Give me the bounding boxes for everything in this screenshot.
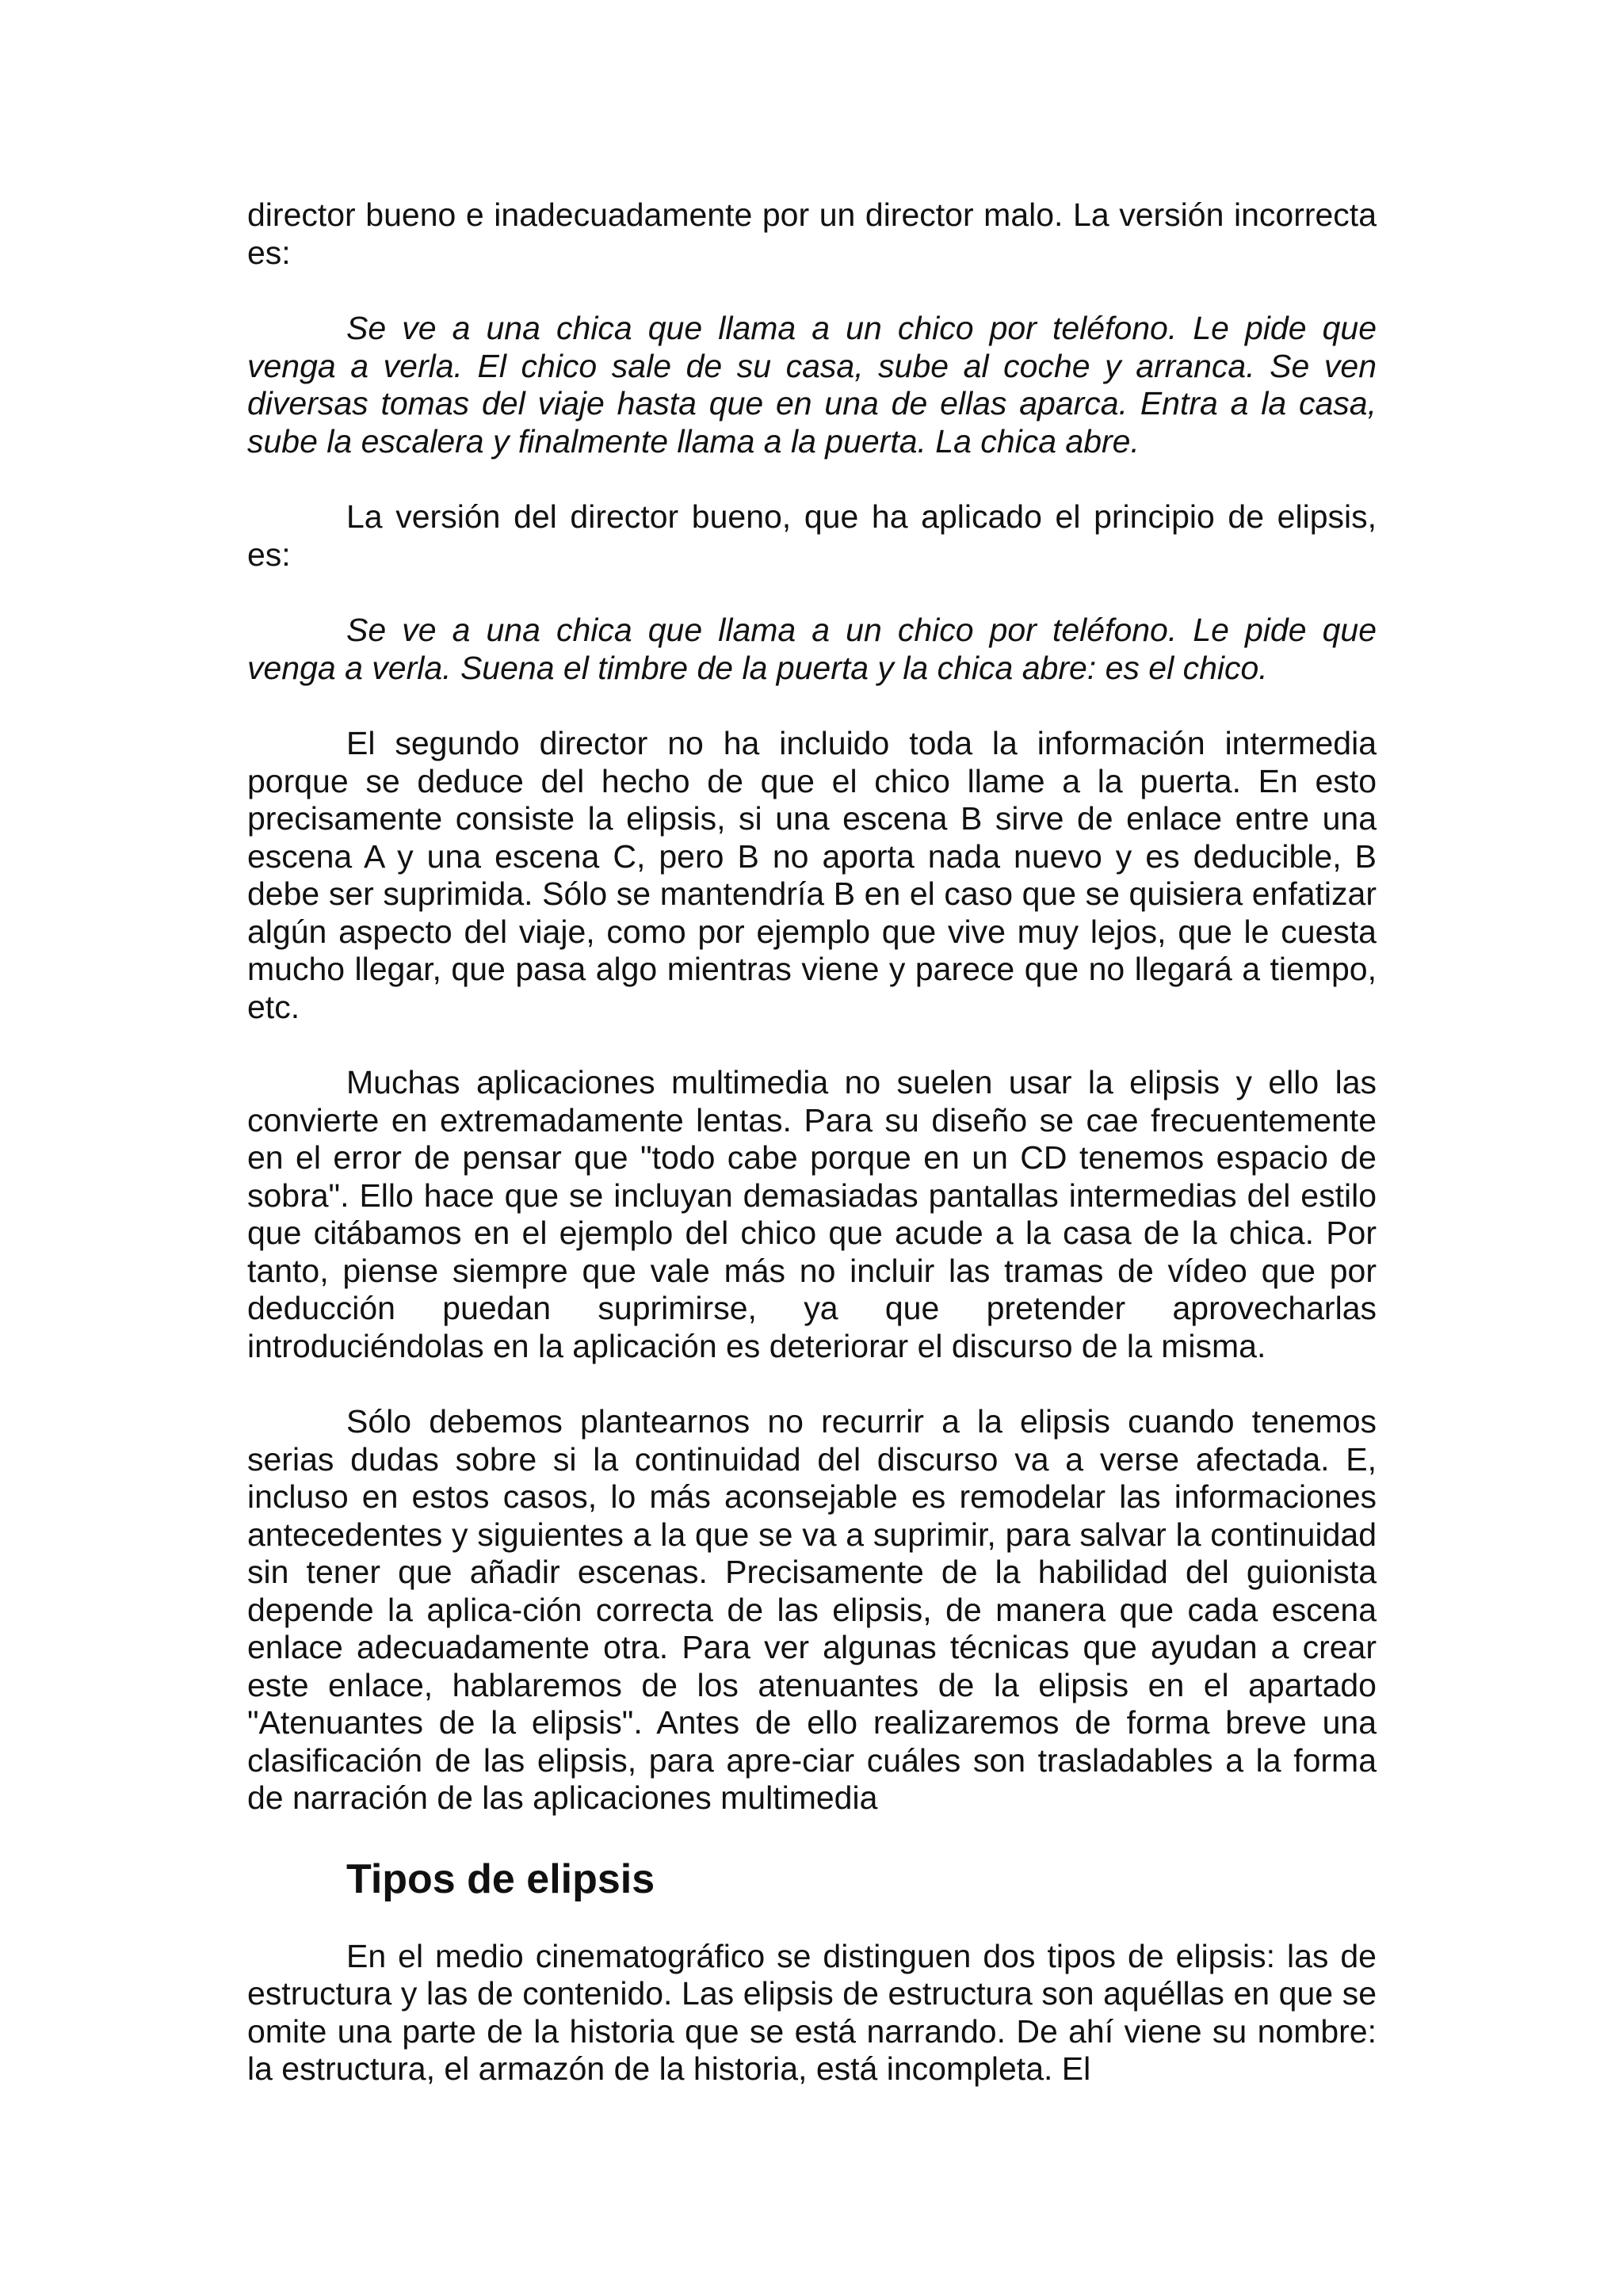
section-heading: Tipos de elipsis (346, 1855, 655, 1902)
quote-incorrect-version: Se ve a una chica que llama a un chico por teléfono. Le pide que venga a verla. El chico sale de su casa, sube al coche y arranca. Se ven diversas tomas del viaje hasta que en una de ellas aparca. Entra a la casa, sube la escalera y finalmente llama a la puerta. La chica abre. (247, 310, 1377, 460)
paragraph-continuity: Sólo debemos plantearnos no recurrir a la elipsis cuando tenemos serias dudas sobre si la continuidad del discurso va a verse afectada. E, incluso en estos casos, lo más aconsejable es remodelar las informaciones antecedentes y siguientes a la que se va a suprimir, para salvar la continuidad sin tener que añadir escenas. Precisamente de la habilidad del guionista depende la aplica-ción correcta de las elipsis, de manera que cada escena enlace adecuadamente otra. Para ver algunas técnicas que ayudan a crear este enlace, hablaremos de los atenuantes de la elipsis en el apartado "Atenuantes de la elipsis". Antes de ello realizaremos de forma breve una clasificación de las elipsis, para apre-ciar cuáles son trasladables a la forma de narración de las aplicaciones multimedia (247, 1403, 1377, 1816)
paragraph-multimedia-apps: Muchas aplicaciones multimedia no suelen usar la elipsis y ello las convierte en extremadamente lentas. Para su diseño se cae frecuentemente en el error de pensar que "todo cabe porque en un CD tenemos espacio de sobra". Ello hace que se incluyan demasiadas pantallas intermedias del estilo que citábamos en el ejemplo del chico que acude a la casa de la chica. Por tanto, piense siempre que vale más no incluir las tramas de vídeo que por deducción puedan suprimirse, ya que pretender aprovecharlas introduciéndolas en la aplicación es deteriorar el discurso de la misma. (247, 1064, 1377, 1364)
paragraph-types: En el medio cinematográfico se distinguen dos tipos de elipsis: las de estructura y las de contenido. Las elipsis de estructura son aquéllas en que se omite una parte de la historia que se está narrando. De ahí viene su nombre: la estructura, el armazón de la historia, está incompleta. El (247, 1937, 1377, 2087)
paragraph-intro: director bueno e inadecuadamente por un director malo. La versión incorrecta es: (247, 196, 1377, 271)
paragraph-second-director: El segundo director no ha incluido toda la información intermedia porque se deduce del hecho de que el chico llame a la puerta. En esto precisamente consiste la elipsis, si una escena B sirve de enlace entre una escena A y una escena C, pero B no aporta nada nuevo y es deducible, B debe ser suprimida. Sólo se mantendría B en el caso que se quisiera enfatizar algún aspecto del viaje, como por ejemplo que vive muy lejos, que le cuesta mucho llegar, que pasa algo mientras viene y parece que no llegará a tiempo, etc. (247, 725, 1377, 1025)
quote-correct-version: Se ve a una chica que llama a un chico por teléfono. Le pide que venga a verla. Suena el timbre de la puerta y la chica abre: es el chico. (247, 612, 1377, 686)
document-page (247, 196, 1377, 2126)
paragraph-good-director: La versión del director bueno, que ha aplicado el principio de elipsis, es: (247, 498, 1377, 573)
